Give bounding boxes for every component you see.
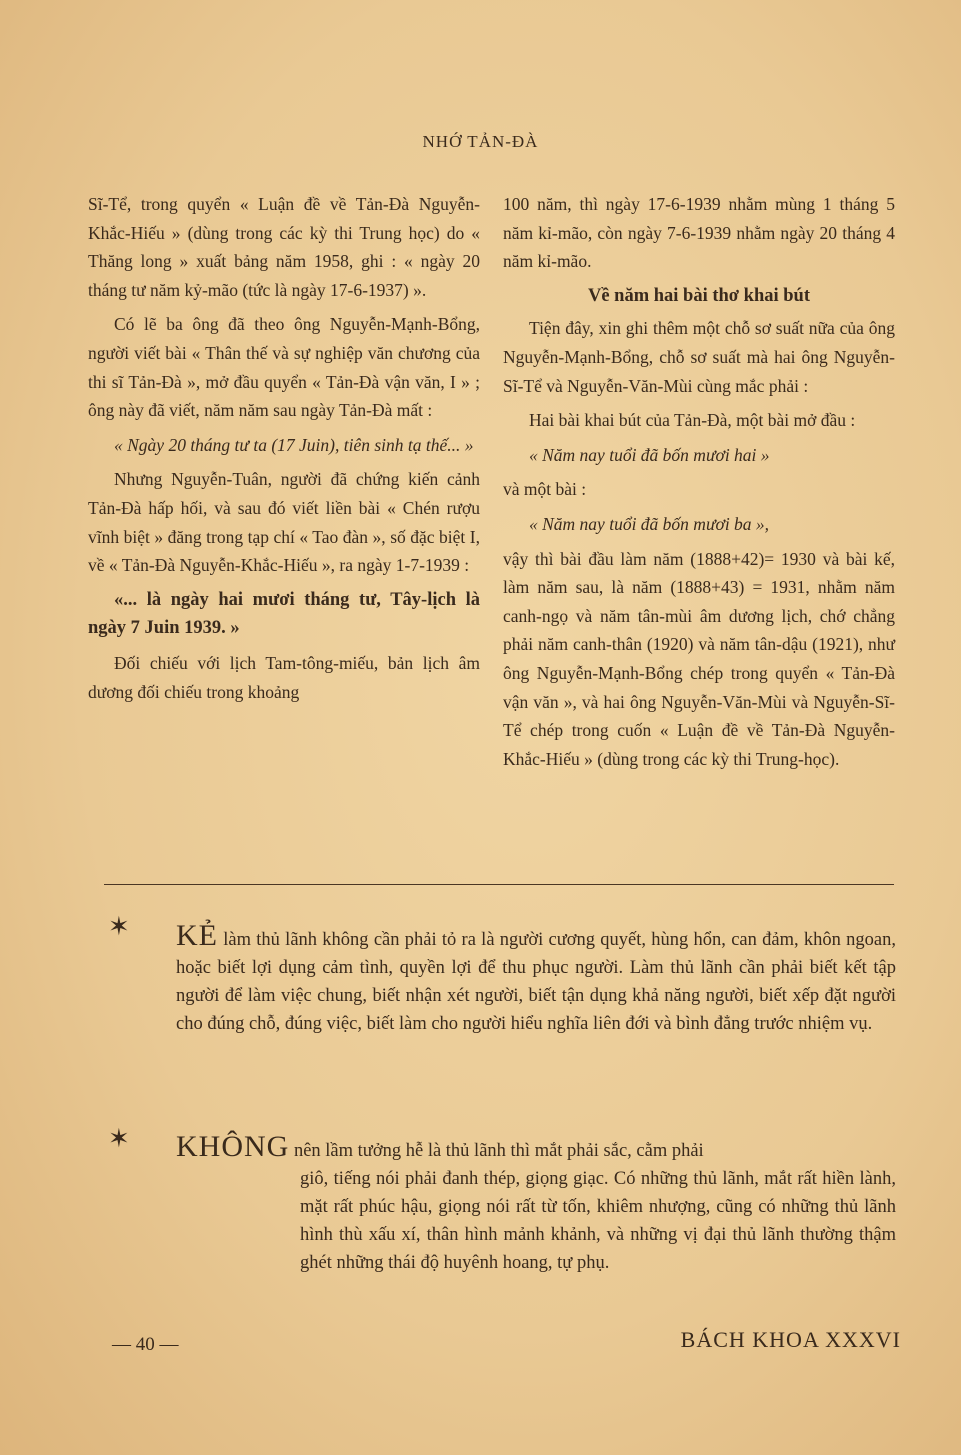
quotation: « Năm nay tuổi đã bốn mươi ba », <box>529 513 770 534</box>
section-heading: Về năm hai bài thơ khai bút <box>587 285 811 306</box>
drop-cap: KHÔNG <box>176 1130 290 1163</box>
paragraph: Sĩ-Tể, trong quyển « Luận đề về Tản-Đà Nguyễn-Khắc-Hiếu » (dùng trong các kỳ thi Trung học) do « Thăng long » xuất bảng năm 1958, ghi : « ngày 20 tháng tư năm kỷ-mão (tức là ngày 17-6-1937) ». <box>88 194 480 300</box>
paragraph: Có lẽ ba ông đã theo ông Nguyễn-Mạnh-Bổng, người viết bài « Thân thế và sự nghiệp văn chương của thi sĩ Tản-Đà », mở đầu quyển « Tản-Đà vận văn, I » ; ông này đã viết, năm năm sau ngày Tản-Đà mất : <box>88 314 480 421</box>
paragraph: Tiện đây, xin ghi thêm một chỗ sơ suất nữa của ông Nguyễn-Mạnh-Bổng, chỗ sơ suất mà hai ông Nguyễn-Sĩ-Tể và Nguyễn-Văn-Mùi cùng mắc phải : <box>503 318 895 396</box>
star-icon: ✶ <box>108 1124 130 1153</box>
drop-cap: KẺ <box>176 919 218 952</box>
bold-quotation: «... là ngày hai mươi tháng tư, Tây-lịch là ngày 7 Juin 1939. » <box>88 589 480 639</box>
paragraph: Đối chiếu với lịch Tam-tông-miếu, bản lịch âm dương đối chiếu trong khoảng <box>88 652 480 702</box>
paragraph: và một bài : <box>503 479 587 500</box>
left-column <box>88 190 480 712</box>
note-leadership-2 <box>176 1130 896 1277</box>
star-icon: ✶ <box>108 912 130 941</box>
note-leadership-1 <box>176 919 896 1038</box>
paragraph: 100 năm, thì ngày 17-6-1939 nhằm mùng 1 tháng 5 năm kỉ-mão, còn ngày 7-6-1939 nhằm ngày 20 tháng 4 năm kỉ-mão. <box>503 194 895 272</box>
page-header: NHỚ TẢN-ĐÀ <box>422 132 539 151</box>
magazine-issue: BÁCH KHOA XXXVI <box>680 1327 901 1352</box>
page-number: — 40 — <box>112 1334 179 1355</box>
quotation: « Năm nay tuổi đã bốn mươi hai » <box>529 444 770 465</box>
right-column <box>503 190 895 779</box>
note-text-continued: giô, tiếng nói phải đanh thép, giọng giạc. Có những thủ lãnh, mắt rất hiền lành, mặt rất phúc hậu, giọng nói rất từ tốn, khiêm nhượng, cũng có những thủ lãnh hình thù xấu xí, thân hình mảnh khảnh, và những vị đại thủ lãnh thường thậm ghét những thái độ huyênh hoang, tự phụ. <box>300 1169 896 1273</box>
paragraph: Nhưng Nguyễn-Tuân, người đã chứng kiến cảnh Tản-Đà hấp hối, và sau đó viết liền bài « Chén rượu vĩnh biệt » đăng trong tạp chí « Tao đàn », số đặc biệt I, về « Tản-Đà Nguyễn-Khắc-Hiếu », ra ngày 1-7-1939 : <box>88 469 480 576</box>
note-text: làm thủ lãnh không cần phải tỏ ra là người cương quyết, hùng hổn, can đảm, khôn ngoan, hoặc biết lợi dụng cảm tình, quyền lợi để thu phục người. Làm thủ lãnh cần phải biết kết tập người để làm việc chung, biết nhận xét người, biết tận dụng khả năng người, biết xếp đặt người cho đúng chỗ, đúng việc, biết làm cho người hiểu nghĩa liên đới và bình đẳng trước nhiệm vụ. <box>176 930 896 1034</box>
note-text: nên lầm tưởng hễ là thủ lãnh thì mắt phải sắc, cằm phải <box>289 1141 704 1161</box>
section-divider <box>104 884 894 885</box>
paragraph: vậy thì bài đầu làm năm (1888+42)= 1930 và bài kế, làm năm sau, là năm (1888+43) = 1931, nhằm năm canh-ngọ và năm tân-mùi âm dương lịch, chớ chẳng phải năm canh-thân (1920) và năm tân-dậu (1921), như ông Nguyễn-Mạnh-Bổng chép trong quyển « Tản-Đà vận văn », và hai ông Nguyễn-Văn-Mùi và Nguyễn-Sĩ-Tể chép trong cuốn « Luận đề về Tản-Đà Nguyễn-Khắc-Hiếu » (dùng trong các kỳ thi Trung-học). <box>503 548 895 769</box>
paragraph: Hai bài khai bút của Tản-Đà, một bài mở đầu : <box>529 410 856 431</box>
quotation: « Ngày 20 tháng tư ta (17 Juin), tiên sinh tạ thế... » <box>114 434 474 455</box>
